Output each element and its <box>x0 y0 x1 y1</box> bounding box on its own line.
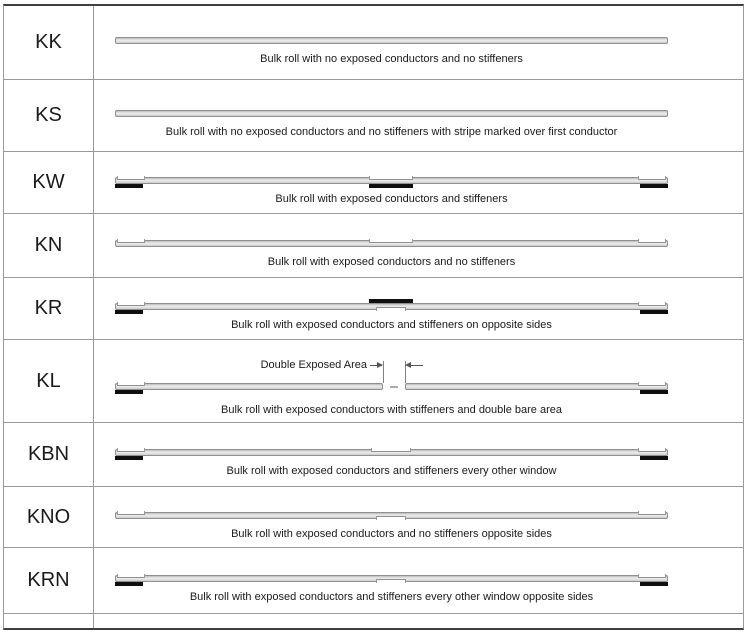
code-cell <box>4 214 94 277</box>
cable-diagram <box>115 32 668 48</box>
row-description: Bulk roll with exposed conductors and no stiffeners opposite sides <box>231 527 552 540</box>
exposed-window-top <box>638 239 666 243</box>
exposed-window-top <box>117 302 145 306</box>
stiffener-bar <box>640 582 668 586</box>
empty-diagram-cell <box>94 614 743 628</box>
diagram-cell <box>94 152 743 213</box>
row-description: Bulk roll with no exposed conductors and no stiffeners <box>260 53 523 65</box>
row-description: Bulk roll with exposed conductors and stiffeners every other window opposite sides <box>189 591 594 603</box>
stiffener-bar <box>640 310 668 314</box>
stiffener-bar <box>369 184 413 188</box>
code-cell <box>4 487 94 547</box>
exposed-window-top <box>369 176 413 180</box>
diagram-cell <box>94 423 743 486</box>
stiffener-bar <box>115 582 143 586</box>
row-code: KBN <box>27 443 70 465</box>
cable-diagram <box>115 298 668 314</box>
row-description: Bulk roll with exposed conductors and stiffeners <box>275 193 508 205</box>
diagram-cell <box>94 278 743 339</box>
stiffener-bar <box>640 456 668 460</box>
table-row <box>4 423 743 487</box>
exposed-window-top <box>117 574 145 578</box>
diagram-cell <box>94 548 743 613</box>
exposed-window-top <box>638 176 666 180</box>
exposed-window-top <box>117 176 145 180</box>
stiffener-bar <box>115 456 143 460</box>
exposed-window-top <box>117 448 145 452</box>
cable-bar <box>115 110 668 117</box>
extension-line <box>383 361 384 383</box>
table-body <box>4 6 743 614</box>
stiffener-bar <box>115 184 143 188</box>
row-description: Bulk roll with exposed conductors and stiffeners every other window <box>226 465 557 477</box>
row-description: Bulk roll with exposed conductors and no stiffeners <box>267 256 516 268</box>
cable-diagram <box>115 105 668 121</box>
cable-bar <box>115 383 383 390</box>
row-code: KRN <box>27 569 70 591</box>
exposed-window-top <box>117 382 145 386</box>
code-cell <box>4 278 94 339</box>
diagram-cell <box>94 487 743 547</box>
table-row <box>4 152 743 214</box>
row-code: KR <box>34 297 63 319</box>
cable-bar <box>405 383 668 390</box>
exposed-window-top <box>371 448 411 452</box>
bare-conductor-dash <box>390 386 398 388</box>
stiffener-bar <box>115 390 143 394</box>
row-description: Bulk roll with exposed conductors and stiffeners on opposite sides <box>231 319 552 331</box>
table-row <box>4 548 743 614</box>
exposed-window-top <box>117 511 145 515</box>
exposed-window-top <box>638 302 666 306</box>
exposed-window-bottom <box>376 307 406 311</box>
diagram-cell <box>94 340 743 422</box>
stiffener-bar <box>369 299 413 303</box>
dimension-label: Double Exposed Area <box>260 358 367 371</box>
stiffener-bar <box>115 310 143 314</box>
empty-code-cell <box>4 614 94 628</box>
stiffener-bar <box>640 184 668 188</box>
exposed-window-top <box>117 239 145 243</box>
row-code: KL <box>36 369 61 392</box>
code-cell <box>4 6 94 79</box>
code-cell <box>4 152 94 213</box>
bulk-roll-type-table <box>3 4 744 630</box>
cable-diagram <box>115 507 668 523</box>
code-cell <box>4 340 94 422</box>
code-cell <box>4 423 94 486</box>
exposed-window-top <box>638 448 666 452</box>
table-row <box>4 340 743 423</box>
exposed-window-top <box>638 382 666 386</box>
row-code: KNO <box>26 505 71 528</box>
cable-diagram <box>115 570 668 586</box>
diagram-cell <box>94 214 743 277</box>
cable-diagram <box>115 172 668 188</box>
table-row <box>4 487 743 548</box>
code-cell <box>4 80 94 151</box>
exposed-window-top <box>638 511 666 515</box>
dimension-arrow-right-icon <box>405 362 411 368</box>
cable-diagram <box>115 444 668 460</box>
code-cell <box>4 548 94 613</box>
stiffener-bar <box>640 390 668 394</box>
table-row-empty <box>4 614 743 628</box>
dimension-arrow-left-icon <box>377 362 383 368</box>
table-row <box>4 80 743 152</box>
exposed-window-top <box>369 239 413 243</box>
exposed-window-bottom <box>376 516 406 520</box>
diagram-cell <box>94 80 743 151</box>
exposed-window-top <box>638 574 666 578</box>
table-row <box>4 214 743 278</box>
cable-bar <box>115 37 668 44</box>
row-code: KS <box>35 104 62 126</box>
table-row <box>4 278 743 340</box>
cable-diagram <box>115 359 668 399</box>
row-code: KW <box>32 171 65 193</box>
row-description: Bulk roll with no exposed conductors and no stiffeners with stripe marked over first conductor <box>165 126 618 138</box>
diagram-cell <box>94 6 743 79</box>
dimension-line-right <box>410 365 423 366</box>
cable-diagram <box>115 235 668 251</box>
row-description: Bulk roll with exposed conductors with stiffeners and double bare area <box>221 403 562 416</box>
exposed-window-bottom <box>376 579 406 583</box>
row-code: KN <box>34 234 63 256</box>
table-row <box>4 6 743 80</box>
row-code: KK <box>35 31 62 53</box>
